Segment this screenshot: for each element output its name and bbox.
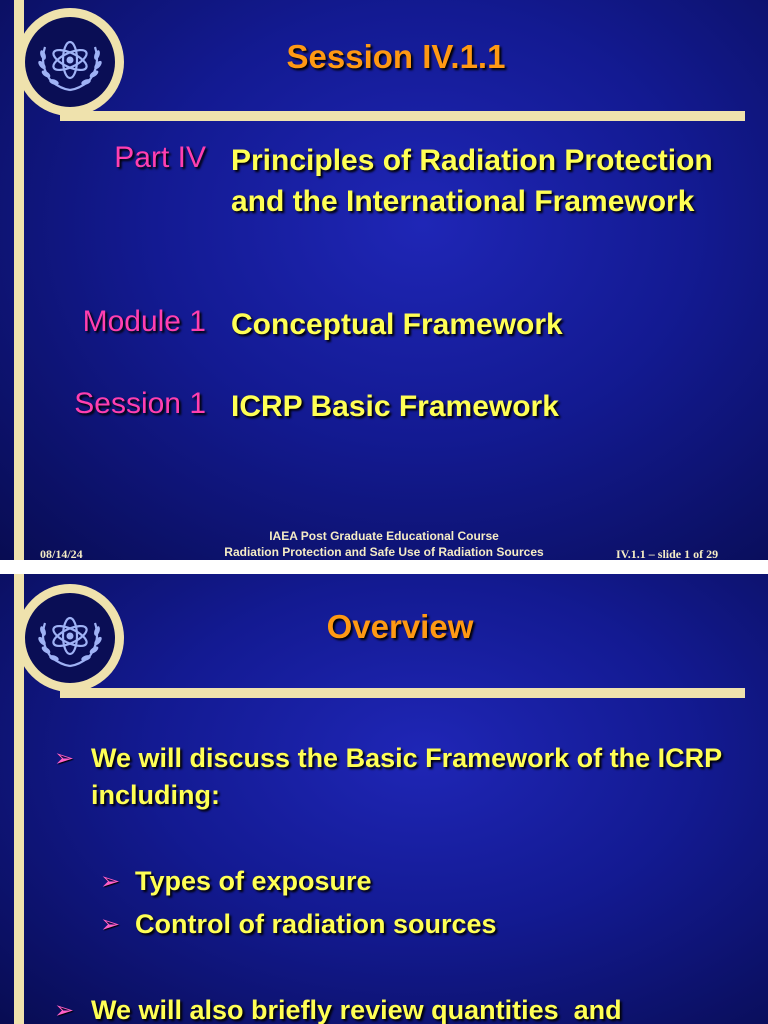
footer-course-line2: Radiation Protection and Safe Use of Radiation Sources <box>224 545 544 559</box>
footer-course <box>184 528 584 560</box>
slide-title-heading: Session IV.1.1 <box>286 38 506 75</box>
bullet-item: We will discuss the Basic Framework of the ICRP including: <box>91 743 722 810</box>
footer-course-line1: IAEA Post Graduate Educational Course <box>269 529 499 543</box>
part-title: Principles of Radiation Protection and the International Framework <box>231 144 713 218</box>
session-title: ICRP Basic Framework <box>231 390 559 423</box>
iaea-emblem-icon <box>25 17 115 107</box>
footer-slide-number: IV.1.1 – slide 1 of 29 <box>616 547 719 560</box>
session-label: Session 1 <box>74 387 206 420</box>
bullet-item: We will also briefly review quantities and <box>91 995 622 1024</box>
iaea-logo <box>16 8 124 116</box>
sub-bullet-item: Types of exposure <box>135 866 372 896</box>
part-label: Part IV <box>114 141 206 174</box>
iaea-logo <box>16 584 124 692</box>
arrow-bullet-icon: ➢ <box>100 911 121 938</box>
iaea-emblem-icon <box>25 593 115 683</box>
frame-horizontal-bar <box>60 688 745 698</box>
slide-title-heading: Overview <box>326 608 474 645</box>
slide-overview <box>0 574 768 1024</box>
module-title: Conceptual Framework <box>231 308 563 341</box>
module-label: Module 1 <box>82 305 206 338</box>
arrow-bullet-icon: ➢ <box>54 997 75 1024</box>
footer-date: 08/14/24 <box>40 547 83 560</box>
arrow-bullet-icon: ➢ <box>54 745 75 772</box>
sub-bullet-item: Control of radiation sources <box>135 909 497 939</box>
frame-horizontal-bar <box>60 111 745 121</box>
arrow-bullet-icon: ➢ <box>100 868 121 895</box>
